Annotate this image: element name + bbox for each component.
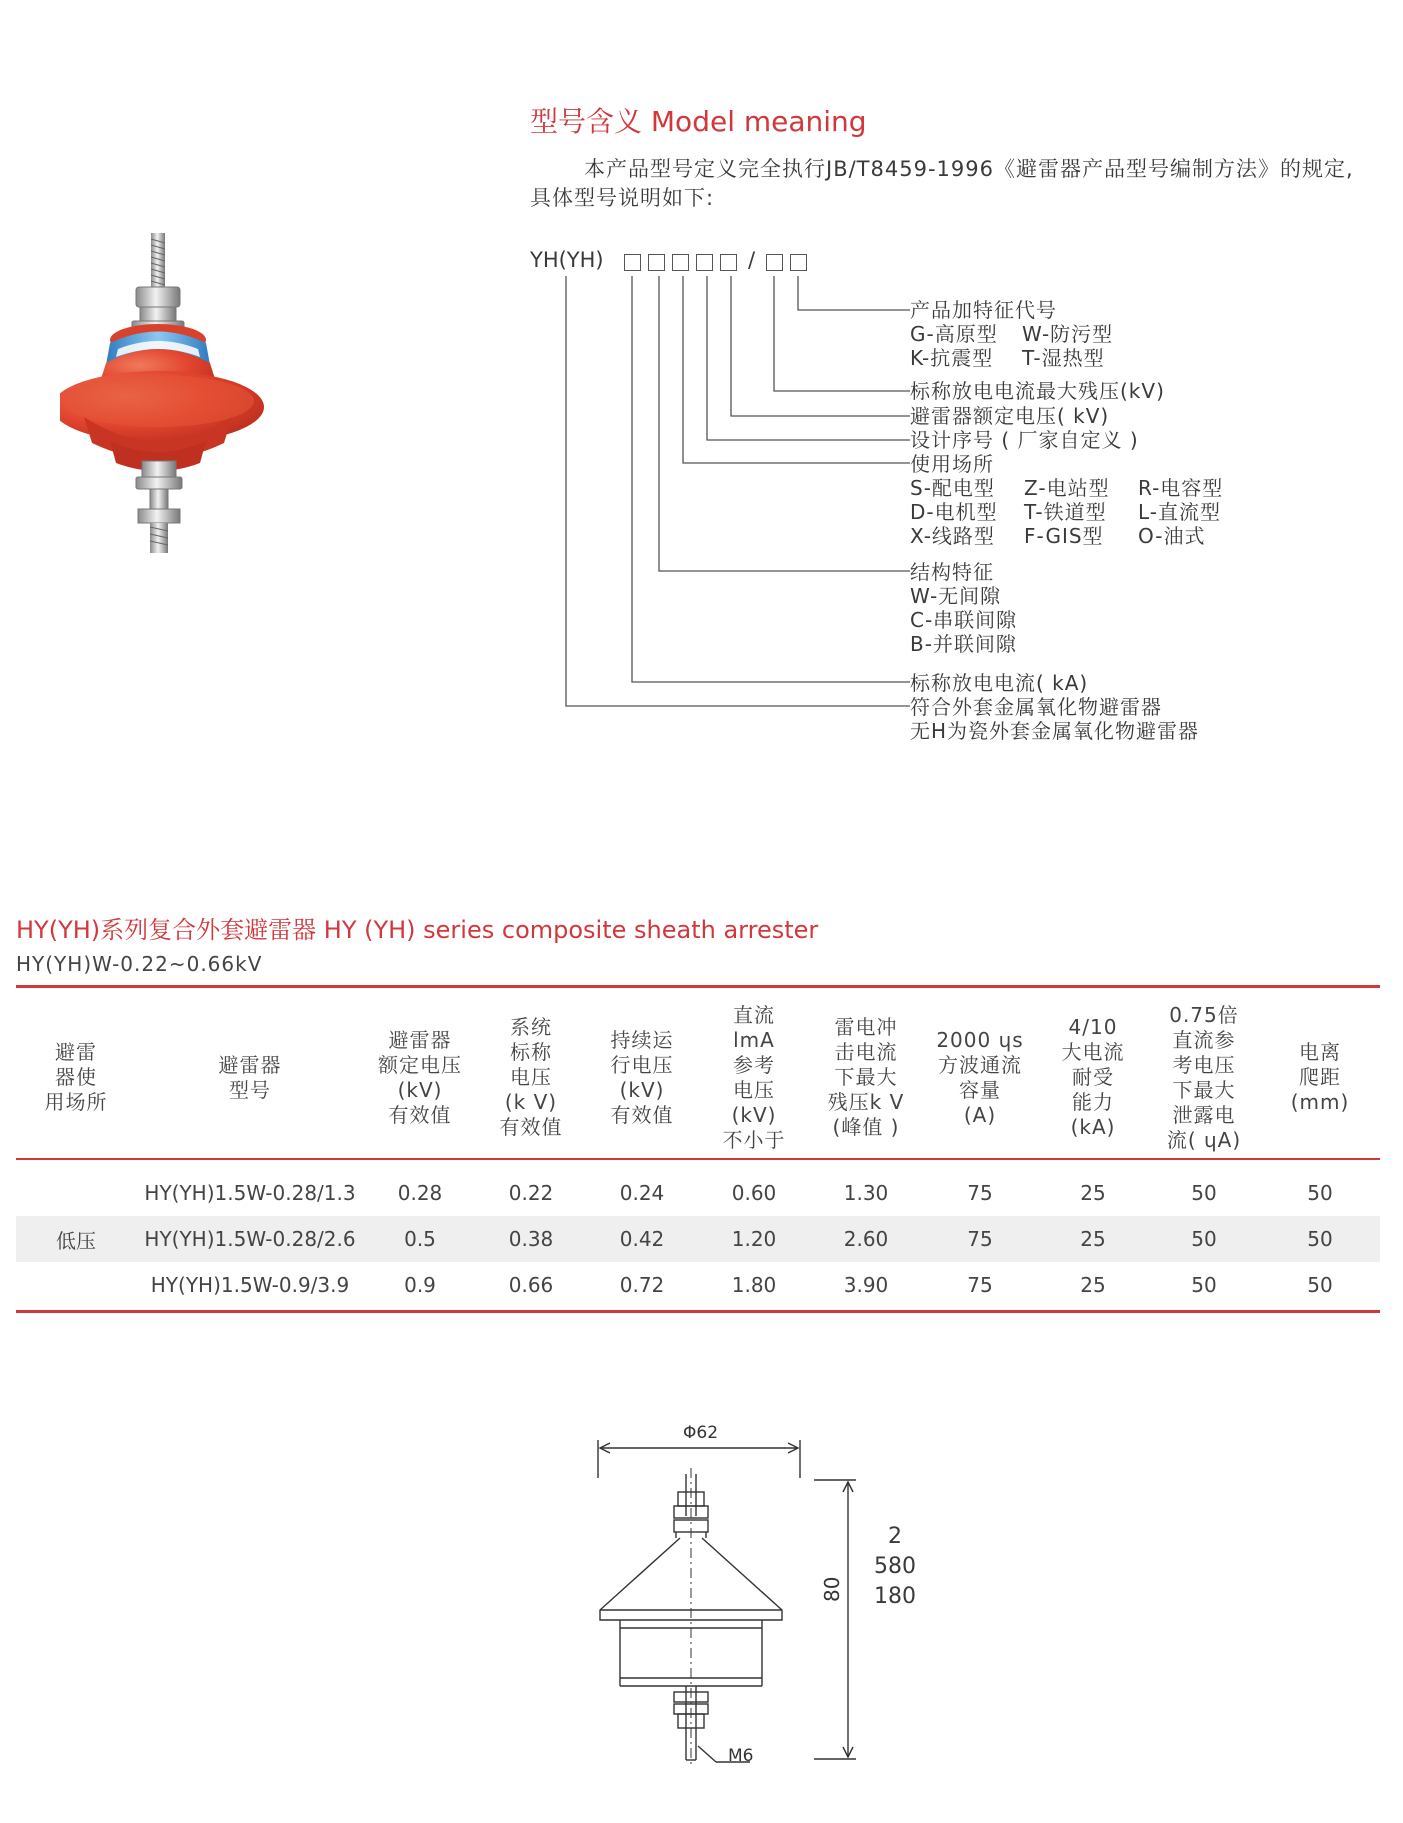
legend-structure-option: C-串联间隙 [910, 608, 1018, 632]
legend-place-option: Z-电站型 [1024, 476, 1110, 500]
legend-place-option: O-油式 [1138, 524, 1206, 548]
side-number: 2 [888, 1524, 902, 1549]
table-header-cell: 系统 标称 电压 (k V) 有效值 [499, 1015, 563, 1139]
legend-place-options [910, 476, 1223, 548]
model-code-prefix: YH(YH) [530, 248, 604, 272]
height-label: 80 [820, 1576, 844, 1602]
legend-place-option: R-电容型 [1138, 476, 1224, 500]
legend-composite-1: 符合外套金属氧化物避雷器 [910, 695, 1162, 719]
table-row [16, 1262, 1380, 1308]
model-intro-line1: 本产品型号定义完全执行JB/T8459-1996《避雷器产品型号编制方法》的规定, [584, 157, 1354, 181]
table-bottom-rule [16, 1310, 1380, 1313]
table-cell: 0.42 [619, 1227, 665, 1251]
legend-feature-options [910, 322, 1113, 370]
table-cell: 2.60 [843, 1227, 889, 1251]
legend-structure: 结构特征 [910, 560, 994, 584]
legend-structure-option: B-并联间隙 [910, 632, 1017, 656]
table-cell: 0.72 [619, 1273, 665, 1297]
table-row [16, 1170, 1380, 1216]
legend-place-option: S-配电型 [910, 476, 995, 500]
table-cell: HY(YH)1.5W-0.9/3.9 [150, 1273, 350, 1297]
table-cell: 0.24 [619, 1181, 665, 1205]
table-cell: 75 [967, 1227, 993, 1251]
table-header-cell: 雷电冲 击电流 下最大 残压k V (峰值 ) [827, 1015, 905, 1139]
model-leader-lines [0, 0, 1403, 760]
table-header-cell: 避雷器 额定电压 (kV) 有效值 [378, 1027, 462, 1127]
side-number: 180 [874, 1584, 916, 1609]
model-meaning-title: 型号含义 Model meaning [530, 105, 867, 138]
series-subtitle: HY(YH)W-0.22~0.66kV [16, 952, 263, 976]
table-cell: 75 [967, 1273, 993, 1297]
legend-feature-option: T-湿热型 [1022, 346, 1105, 370]
diameter-label: Φ62 [683, 1423, 719, 1443]
table-header-cell: 0.75倍 直流参 考电压 下最大 泄露电 流( ɥA) [1166, 1002, 1242, 1152]
table-cell: 0.5 [404, 1227, 436, 1251]
table-cell: 25 [1080, 1227, 1106, 1251]
series-title: HY(YH)系列复合外套避雷器 HY (YH) series composite sheath arrester [16, 916, 819, 944]
table-cell: 75 [967, 1181, 993, 1205]
table-header-cell: 直流 lmA 参考 电压 (kV) 不小于 [722, 1002, 786, 1152]
table-header-cell: 避雷 器使 用场所 [44, 1040, 108, 1114]
legend-discharge: 标称放电电流( kA) [910, 671, 1089, 695]
model-intro-line2: 具体型号说明如下: [530, 186, 715, 210]
legend-rated: 避雷器额定电压( kV) [910, 404, 1110, 428]
legend-place: 使用场所 [910, 452, 994, 476]
table-cell: 0.38 [508, 1227, 554, 1251]
table-cell: 1.80 [731, 1273, 777, 1297]
legend-composite-2: 无H为瓷外套金属氧化物避雷器 [910, 719, 1200, 743]
thread-label: M6 [728, 1746, 754, 1766]
legend-feature-option: K-抗震型 [910, 346, 994, 370]
table-header-cell: 避雷器 型号 [218, 1052, 282, 1102]
table-cell: 50 [1191, 1227, 1217, 1251]
legend-feature-option: G-高原型 [910, 322, 998, 346]
table-cell: 0.60 [731, 1181, 777, 1205]
legend-place-option: D-电机型 [910, 500, 998, 524]
dimension-drawing [580, 1420, 910, 1770]
table-cell: 0.9 [404, 1273, 436, 1297]
table-cell: 50 [1191, 1181, 1217, 1205]
legend-place-option: T-铁道型 [1024, 500, 1107, 524]
table-header-cell: 电离 爬距 (mm) [1290, 1040, 1350, 1114]
table-cell: 1.30 [843, 1181, 889, 1205]
table-cell: 25 [1080, 1273, 1106, 1297]
table-cell: 50 [1307, 1273, 1333, 1297]
table-row [16, 1216, 1380, 1262]
legend-place-option: X-线路型 [910, 524, 995, 548]
table-cell: 50 [1191, 1273, 1217, 1297]
legend-place-option: L-直流型 [1138, 500, 1222, 524]
legend-residual: 标称放电电流最大残压(kV) [910, 379, 1165, 403]
table-cell: 0.22 [508, 1181, 554, 1205]
table-cell: 50 [1307, 1181, 1333, 1205]
code-slash: / [748, 248, 756, 272]
table-top-rule [16, 985, 1380, 988]
table-cell: HY(YH)1.5W-0.28/2.6 [144, 1227, 356, 1251]
side-numbers [870, 1522, 920, 1612]
table-header-cell: 持续运 行电压 (kV) 有效值 [610, 1027, 674, 1127]
table-header-cell: 4/10 大电流 耐受 能力 (kA) [1061, 1015, 1125, 1139]
table-cell: 1.20 [731, 1227, 777, 1251]
table-cell: HY(YH)1.5W-0.28/1.3 [144, 1181, 356, 1205]
legend-structure-option: W-无间隙 [910, 584, 1002, 608]
legend-design: 设计序号 ( 厂家自定义 ) [910, 428, 1139, 452]
legend-feature-code: 产品加特征代号 [910, 298, 1057, 322]
header-separator [16, 1158, 1380, 1160]
legend-place-option: F-GIS型 [1024, 524, 1104, 548]
table-group-label: 低压 [56, 1228, 96, 1253]
legend-feature-option: W-防污型 [1022, 322, 1114, 346]
legend-structure-options [910, 584, 1017, 656]
table-cell: 3.90 [843, 1273, 889, 1297]
table-cell: 0.28 [397, 1181, 443, 1205]
table-header-cell: 2000 ɥs 方波通流 容量 (A) [936, 1027, 1024, 1127]
table-cell: 50 [1307, 1227, 1333, 1251]
side-number: 580 [874, 1554, 916, 1579]
table-cell: 0.66 [508, 1273, 554, 1297]
table-cell: 25 [1080, 1181, 1106, 1205]
